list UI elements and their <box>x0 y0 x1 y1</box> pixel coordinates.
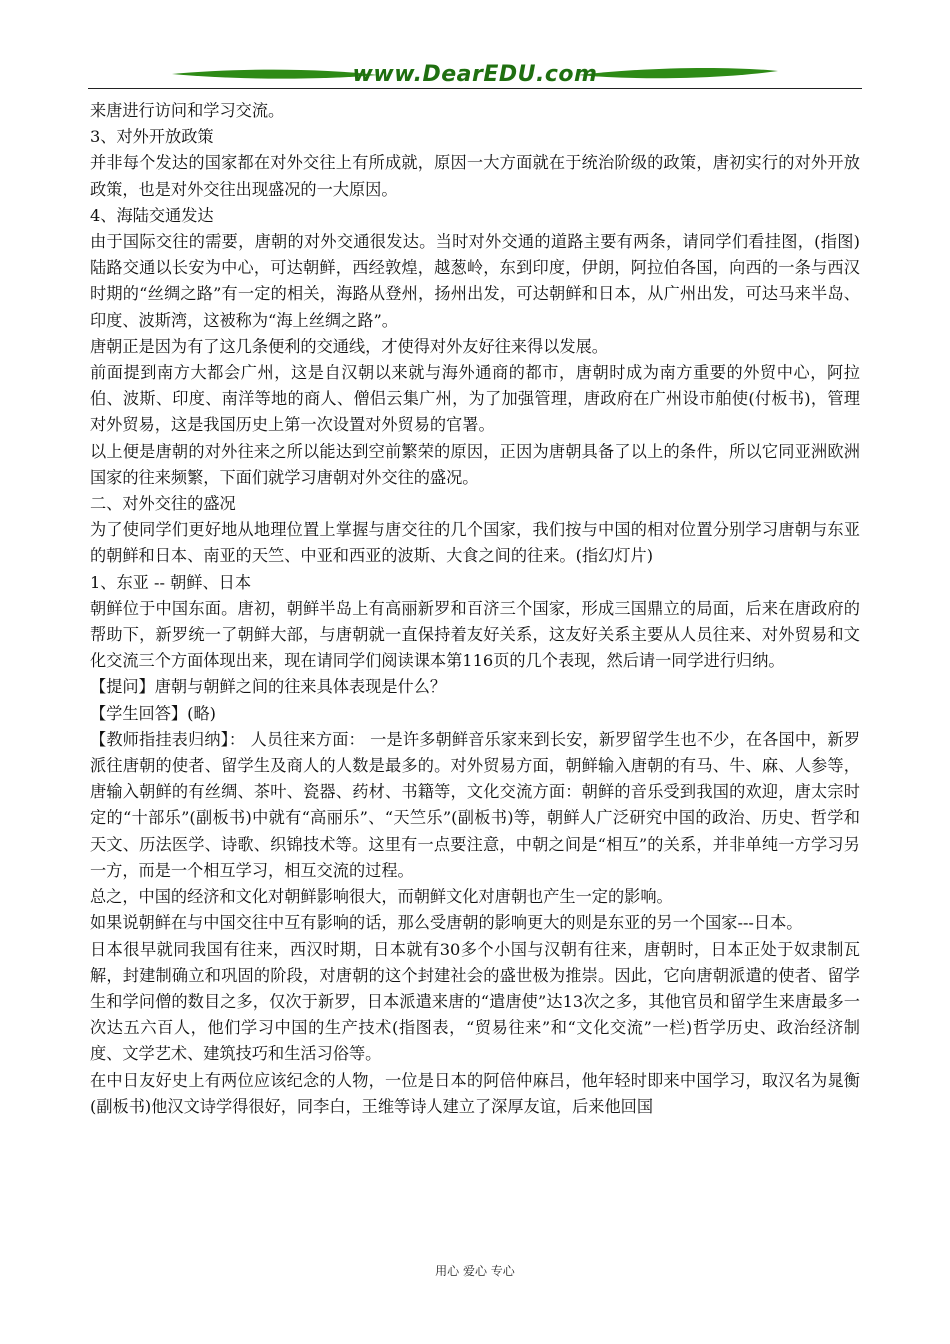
document-body <box>90 98 860 1120</box>
paragraph: 日本很早就同我国有往来，西汉时期，日本就有30多个小国与汉朝有往来，唐朝时，日本正处于奴隶制瓦解，封建制确立和巩固的阶段，对唐朝的这个封建社会的盛世极为推崇。因此，它向唐朝派遣的使者、留学生和学问僧的数目之多，仅次于新罗，日本派遣来唐的“遣唐使”达13次之多，其他官员和留学生来唐最多一次达五六百人，他们学习中国的生产技术(指图表，“贸易往来”和“文化交流”一栏)哲学历史、政治经济制度、文学艺术、建筑技巧和生活习俗等。 <box>90 939 860 1064</box>
site-header-banner <box>88 60 862 90</box>
page-footer: 用心 爱心 专心 <box>435 1264 515 1278</box>
site-logo-text[interactable]: www.DearEDU.com <box>352 62 598 87</box>
paragraph: 前面提到南方大都会广州，这是自汉朝以来就与海外通商的都市，唐朝时成为南方重要的外贸中心，阿拉伯、波斯、印度、南洋等地的商人、僧侣云集广州，为了加强管理，唐政府在广州设市舶使(付板书)，管理对外贸易，这是我国历史上第一次设置对外贸易的官署。 <box>90 363 860 435</box>
paragraph: 朝鲜位于中国东面。唐初，朝鲜半岛上有高丽新罗和百济三个国家，形成三国鼎立的局面，后来在唐政府的帮助下，新罗统一了朝鲜大部，与唐朝就一直保持着友好关系，这友好关系主要从人员往来、对外贸易和文化交流三个方面体现出来，现在请同学们阅读课本第116页的几个表现，然后请一同学进行归纳。 <box>90 598 860 671</box>
paragraph: 【提问】唐朝与朝鲜之间的往来具体表现是什么？ <box>90 677 447 697</box>
paragraph: 来唐进行访问和学习交流。 <box>90 101 285 120</box>
paragraph: 【学生回答】(略) <box>90 703 216 723</box>
section-heading: 3、对外开放政策 <box>90 127 214 147</box>
paragraph: 如果说朝鲜在与中国交往中互有影响的话，那么受唐朝的影响更大的则是东亚的另一个国家---日本。 <box>90 913 803 933</box>
section-heading: 4、海陆交通发达 <box>90 205 214 225</box>
paragraph: 在中日友好史上有两位应该纪念的人物，一位是日本的阿倍仲麻吕，他年轻时即来中国学习，取汉名为晁衡(副板书)他汉文诗学得很好，同李白，王维等诗人建立了深厚友谊，后来他回国 <box>90 1070 860 1116</box>
paragraph: 由于国际交往的需要，唐朝的对外交通很发达。当时对外交通的道路主要有两条，请同学们看挂图，(指图)陆路交通以长安为中心，可达朝鲜，西经敦煌，越葱岭，东到印度，伊朗，阿拉伯各国，向西的一条与西汉时期的“丝绸之路”有一定的相关，海路从登州，扬州出发，可达朝鲜和日本，从广州出发，可达马来半岛、印度、波斯湾，这被称为“海上丝绸之路”。 <box>90 232 860 330</box>
paragraph: 并非每个发达的国家都在对外交往上有所成就，原因一大方面就在于统治阶级的政策，唐初实行的对外开放政策，也是对外交往出现盛况的一大原因。 <box>90 153 860 199</box>
section-heading: 1、东亚 -- 朝鲜、日本 <box>90 572 252 592</box>
paragraph: 【教师指挂表归纳】： 人员往来方面： 一是许多朝鲜音乐家来到长安，新罗留学生也不少，在各国中，新罗派往唐朝的使者、留学生及商人的人数是最多的。对外贸易方面，朝鲜输入唐朝的有马、牛、麻、人参等，唐输入朝鲜的有丝绸、茶叶、瓷器、药材、书籍等，文化交流方面：朝鲜的音乐受到我国的欢迎，唐太宗时定的“十部乐”(副板书)中就有“高丽乐”、“天竺乐”(副板书)等，朝鲜人广泛研究中国的政治、历史、哲学和天文、历法医学、诗歌、织锦技术等。这里有一点要注意，中朝之间是“相互”的关系，并非单纯一方学习另一方，而是一个相互学习，相互交流的过程。 <box>90 729 860 880</box>
paragraph: 总之，中国的经济和文化对朝鲜影响很大，而朝鲜文化对唐朝也产生一定的影响。 <box>90 887 673 907</box>
header-divider <box>88 88 862 89</box>
paragraph: 以上便是唐朝的对外往来之所以能达到空前繁荣的原因，正因为唐朝具备了以上的条件，所以它同亚洲欧洲国家的往来频繁，下面们就学习唐朝对外交往的盛况。 <box>90 441 860 487</box>
section-heading: 二、对外交往的盛况 <box>90 494 236 514</box>
paragraph: 为了使同学们更好地从地理位置上掌握与唐交往的几个国家，我们按与中国的相对位置分别学习唐朝与东亚的朝鲜和日本、南亚的天竺、中亚和西亚的波斯、大食之间的往来。(指幻灯片) <box>90 520 860 566</box>
paragraph: 唐朝正是因为有了这几条便利的交通线，才使得对外友好往来得以发展。 <box>90 336 608 356</box>
